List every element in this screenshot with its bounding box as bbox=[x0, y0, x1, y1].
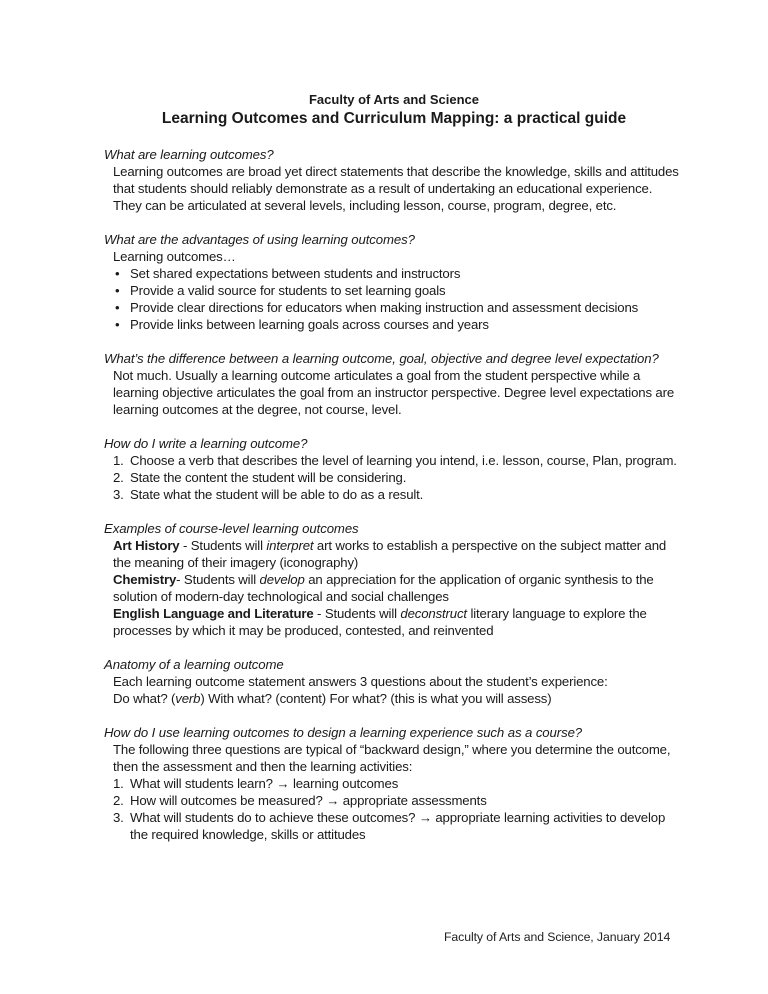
step-question: What will students do to achieve these outcomes? bbox=[130, 810, 416, 825]
step-number: 2. bbox=[113, 793, 124, 808]
anatomy-questions bbox=[113, 690, 684, 707]
step-number: 3. bbox=[113, 810, 124, 825]
step-answer: appropriate learning activities to develop the required knowledge, skills or attitudes bbox=[130, 810, 666, 842]
list-item bbox=[113, 775, 684, 792]
section-design bbox=[104, 724, 684, 843]
list-item bbox=[113, 265, 684, 282]
list-item bbox=[113, 469, 684, 486]
separator: - bbox=[179, 538, 191, 553]
section-body: Learning outcomes are broad yet direct statements that describe the knowledge, skills and attitudes that students should reliably demonstrate as a result of undertaking an educational experience. They can be articulated at several levels, including lesson, course, program, degree, etc. bbox=[113, 164, 679, 213]
step-question: What will students learn? bbox=[130, 776, 273, 791]
document-page bbox=[104, 92, 684, 843]
write-steps-list bbox=[104, 452, 684, 503]
example-art-history bbox=[113, 537, 684, 571]
separator: - bbox=[313, 606, 325, 621]
section-advantages bbox=[104, 231, 684, 333]
list-item bbox=[113, 792, 684, 809]
section-question: Anatomy of a learning outcome bbox=[104, 657, 284, 672]
example-text: Students will bbox=[324, 606, 401, 621]
separator: - bbox=[176, 572, 184, 587]
section-question: What are the advantages of using learning outcomes? bbox=[104, 232, 415, 247]
section-question: Examples of course-level learning outcomes bbox=[104, 521, 359, 536]
section-question: What’s the difference between a learning outcome, goal, objective and degree level expectation? bbox=[104, 351, 659, 366]
step-answer: appropriate assessments bbox=[342, 793, 487, 808]
list-item bbox=[113, 809, 684, 843]
list-item-text: Provide a valid source for students to set learning goals bbox=[130, 283, 446, 298]
verb: deconstruct bbox=[400, 606, 467, 621]
list-item bbox=[113, 452, 684, 469]
section-examples bbox=[104, 520, 684, 639]
verb: interpret bbox=[266, 538, 314, 553]
step-number: 1. bbox=[113, 453, 124, 468]
example-chemistry bbox=[113, 571, 684, 605]
section-question: How do I write a learning outcome? bbox=[104, 436, 308, 451]
step-text: State the content the student will be considering. bbox=[130, 470, 407, 485]
list-item bbox=[113, 316, 684, 333]
anatomy-text: Do what? ( bbox=[113, 691, 176, 706]
arrow-right-icon: → bbox=[418, 810, 432, 825]
section-body: Each learning outcome statement answers 3 questions about the student’s experience: bbox=[113, 674, 608, 689]
list-item-text: Provide clear directions for educators when making instruction and assessment decisions bbox=[130, 300, 639, 315]
advantages-list bbox=[104, 265, 684, 333]
subject-label: Art History bbox=[113, 538, 180, 553]
section-intro: Learning outcomes… bbox=[113, 249, 236, 264]
section-how-write bbox=[104, 435, 684, 503]
section-anatomy bbox=[104, 656, 684, 707]
example-text: an appreciation for the application of organic synthesis to the solution of modern-day technological and social challenges bbox=[113, 572, 654, 604]
example-text: Students will bbox=[190, 538, 267, 553]
subject-label: English Language and Literature bbox=[113, 606, 314, 621]
example-english bbox=[113, 605, 684, 639]
page-footer: Faculty of Arts and Science, January 2014 bbox=[444, 930, 671, 944]
subject-label: Chemistry bbox=[113, 572, 177, 587]
list-item bbox=[113, 486, 684, 503]
list-item bbox=[113, 282, 684, 299]
verb: develop bbox=[259, 572, 305, 587]
arrow-right-icon: → bbox=[276, 776, 290, 791]
step-number: 1. bbox=[113, 776, 124, 791]
verb: verb bbox=[175, 691, 201, 706]
arrow-right-icon: → bbox=[326, 793, 340, 808]
bullet-icon: • bbox=[115, 317, 120, 332]
page-title: Learning Outcomes and Curriculum Mapping: a practical guide bbox=[161, 110, 627, 127]
section-difference bbox=[104, 350, 684, 418]
step-text: Choose a verb that describes the level of learning you intend, i.e. lesson, course, Plan, program. bbox=[130, 453, 677, 468]
list-item-text: Set shared expectations between students and instructors bbox=[130, 266, 461, 281]
anatomy-text: ) With what? (content) For what? (this is what you will assess) bbox=[200, 691, 552, 706]
section-what-are bbox=[104, 146, 684, 214]
section-question: How do I use learning outcomes to design a learning experience such as a course? bbox=[104, 725, 583, 740]
section-body: Not much. Usually a learning outcome articulates a goal from the student perspective while a learning objective articulates the goal from an instructor perspective. Degree level expectations are learning outcomes at the degree, not course, level. bbox=[113, 368, 675, 417]
design-steps-list bbox=[104, 775, 684, 843]
step-number: 2. bbox=[113, 470, 124, 485]
list-item bbox=[113, 299, 684, 316]
step-answer: learning outcomes bbox=[292, 776, 399, 791]
bullet-icon: • bbox=[115, 283, 120, 298]
example-text: art works to establish a perspective on the subject matter and the meaning of their imagery (iconography) bbox=[113, 538, 667, 570]
example-text: Students will bbox=[183, 572, 260, 587]
section-body: The following three questions are typical of “backward design,” where you determine the outcome, then the assessment and then the learning activities: bbox=[113, 742, 671, 774]
example-text: literary language to explore the processes by which it may be produced, contested, and reinvented bbox=[113, 606, 647, 638]
step-text: State what the student will be able to do as a result. bbox=[130, 487, 424, 502]
bullet-icon: • bbox=[115, 300, 120, 315]
section-question: What are learning outcomes? bbox=[104, 147, 274, 162]
faculty-heading: Faculty of Arts and Science bbox=[308, 92, 479, 107]
step-number: 3. bbox=[113, 487, 124, 502]
bullet-icon: • bbox=[115, 266, 120, 281]
step-question: How will outcomes be measured? bbox=[130, 793, 323, 808]
list-item-text: Provide links between learning goals across courses and years bbox=[130, 317, 489, 332]
